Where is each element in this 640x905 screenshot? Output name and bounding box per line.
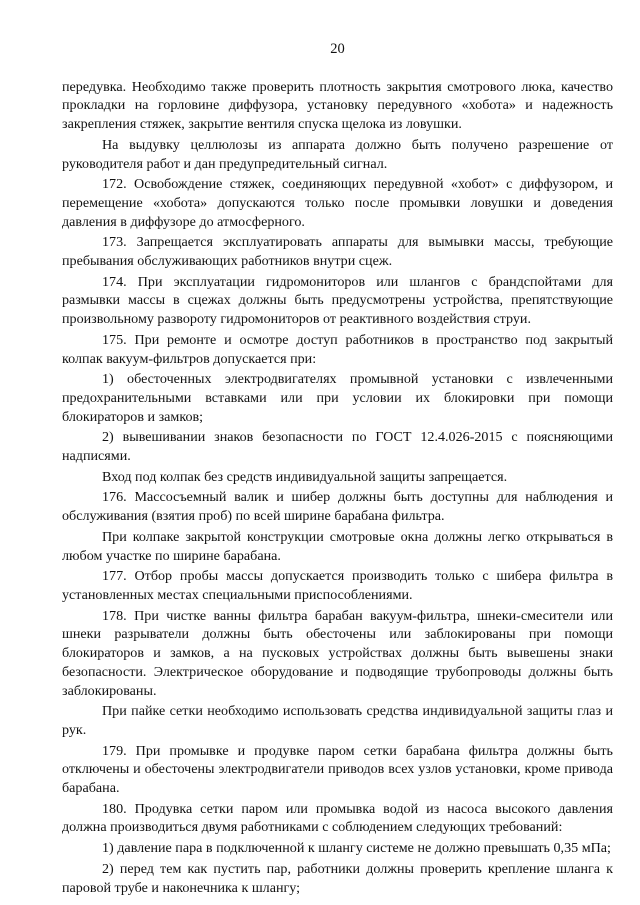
paragraph-175-item-1: 1) обесточенных электродвигателях промывной установки с извлеченными предохранительными вставками или при условии их блокировки при помощи блокираторов и замков; — [62, 371, 613, 425]
paragraph-175-ppe-note: Вход под колпак без средств индивидуальной защиты запрещается. — [102, 468, 508, 485]
paragraph-176: 176. Массосъемный валик и шибер должны быть доступны для наблюдения и обслуживания (взятия проб) по всей ширине барабана фильтра. — [62, 489, 613, 525]
paragraph-179: 179. При промывке и продувке паром сетки барабана фильтра должны быть отключены и обесточены электродвигатели приводов всех узлов установки, кроме привода барабана. — [62, 742, 613, 797]
paragraph-180-item-1: 1) давление пара в подключенной к шлангу системе не должно превышать 0,35 мПа; — [102, 840, 611, 857]
paragraph-174: 174. При эксплуатации гидромониторов или шлангов с брандспойтами для размывки массы в сцежах должны быть предусмотрены устройства, препятствующие произвольному развороту гидромониторов от реактивного воздействия струи. — [62, 273, 613, 328]
paragraph-176-windows: При колпаке закрытой конструкции смотровые окна должны легко открываться в любом участке по ширине барабана. — [62, 528, 613, 564]
paragraph-continuation: передувка. Необходимо также проверить плотность закрытия смотрового люка, качество прокладки на горловине диффузора, установку передувного «хобота» и надежность закрепления стяжек, закрытие вентиля спуска щелока из ловушки. — [62, 78, 613, 133]
paragraph-180-item-2: 2) перед тем как пустить пар, работники должны проверить крепление шланга к паровой трубе и наконечника к шлангу; — [62, 860, 613, 896]
paragraph-178: 178. При чистке ванны фильтра барабан вакуум-фильтра, шнеки-смесители или шнеки разрыватели должны быть обесточены или заблокированы при помощи блокираторов и замков, а на пусковых устройствах должны быть вывешены знаки безопасности. Электрическое оборудование и подводящие трубопроводы должны быть заблокированы. — [62, 607, 613, 699]
paragraph-blowout-permission: На выдувку целлюлозы из аппарата должно быть получено разрешение от руководителя работ и дан предупредительный сигнал. — [62, 136, 613, 172]
paragraph-177: 177. Отбор пробы массы допускается производить только с шибера фильтра в установленных местах специальными приспособлениями. — [62, 568, 613, 603]
paragraph-175-item-2: 2) вывешивании знаков безопасности по ГОСТ 12.4.026-2015 с поясняющими надписями. — [62, 429, 613, 465]
page-number: 20 — [330, 41, 345, 57]
paragraph-172: 172. Освобождение стяжек, соединяющих передувной «хобот» с диффузором, и перемещение «хобота» допускаются только после промывки ловушки и доведения давления в диффузоре до атмосферного. — [62, 176, 613, 230]
paragraph-173: 173. Запрещается эксплуатировать аппараты для вымывки массы, требующие пребывания обслуживающих работников внутри сцеж. — [62, 234, 613, 270]
paragraph-175: 175. При ремонте и осмотре доступ работников в пространство под закрытый колпак вакуум-фильтров допускается при: — [62, 331, 613, 367]
paragraph-180: 180. Продувка сетки паром или промывка водой из насоса высокого давления должна производиться двумя работниками с соблюдением следующих требований: — [62, 800, 613, 836]
paragraph-178-soldering: При пайке сетки необходимо использовать средства индивидуальной защиты глаз и рук. — [62, 703, 613, 738]
